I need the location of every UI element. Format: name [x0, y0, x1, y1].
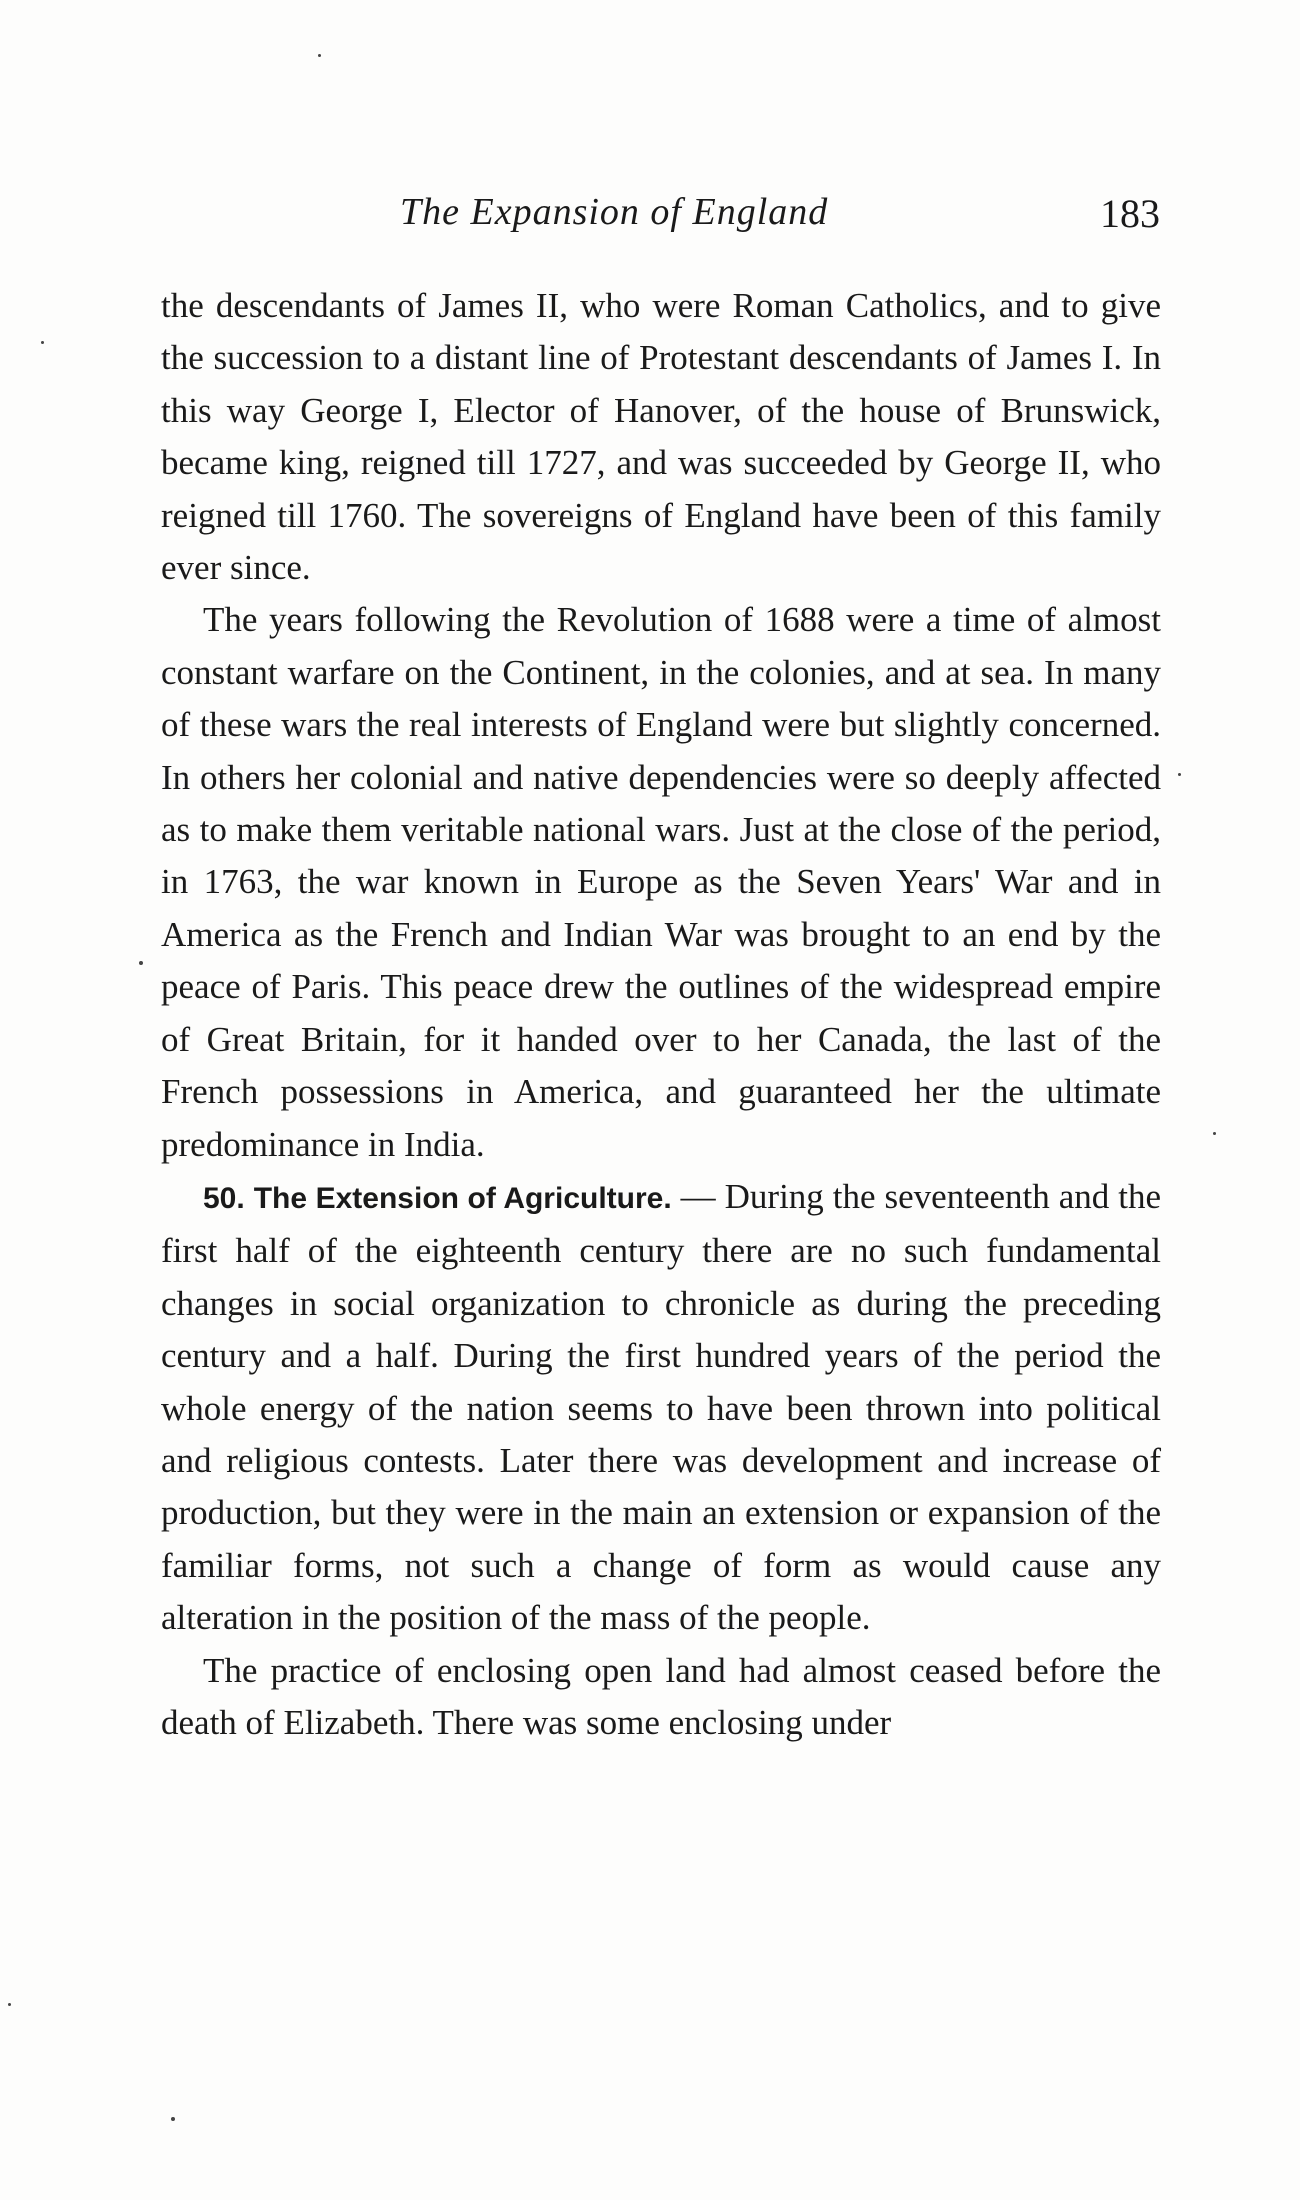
scan-speck — [318, 54, 321, 57]
section-paragraph — [161, 1171, 1161, 1645]
body-text — [161, 280, 1161, 1749]
paragraph-continued: the descendants of James II, who were Roman Catholics, and to give the succession to a distant line of Protestant descendants of James I. In this way George I, Elector of Hanover, of the house of Brunswick, became king, reigned till 1727, and was succeeded by George II, who reigned till 1760. The sovereigns of England have been of this family ever since. — [161, 286, 1161, 588]
page-number: 183 — [1100, 191, 1160, 236]
section-number: 50. — [203, 1181, 245, 1215]
running-title: The Expansion of England — [400, 191, 829, 233]
section-text: — During the seventeenth and the first half of the eighteenth century there are no such fundamental changes in social organization to chronicle as during the preceding century and a half. During the first hundred years of the period the whole energy of the nation seems to have been thrown into political and religious contests. Later there was development and increase of production, but they were in the main an extension or expansion of the familiar forms, not such a change of form as would cause any alteration in the position of the mass of the people. — [161, 1176, 1161, 1638]
scan-speck — [41, 341, 44, 344]
scan-speck — [139, 961, 143, 965]
paragraph-revolution: The years following the Revolution of 1688 were a time of almost constant warfare on the Continent, in the colonies, and at sea. In many of these wars the real interests of England were but slightly concerned. In others her colonial and native dependencies were so deeply affected as to make them veritable national wars. Just at the close of the period, in 1763, the war known in Europe as the Seven Years' War and in America as the French and Indian War was brought to an end by the peace of Paris. This peace drew the outlines of the widespread empire of Great Britain, for it handed over to her Canada, the last of the French possessions in America, and guaranteed her the ultimate predominance in India. — [161, 600, 1161, 1164]
paragraph-enclosing: The practice of enclosing open land had almost ceased before the death of Elizabeth. There was some enclosing under — [161, 1650, 1161, 1742]
scan-speck — [1213, 1132, 1216, 1135]
section-title: The Extension of Agriculture. — [253, 1181, 672, 1215]
scan-speck — [8, 2003, 11, 2006]
scan-speck — [1178, 773, 1181, 776]
running-head — [160, 190, 1160, 250]
scan-speck — [171, 2117, 175, 2121]
